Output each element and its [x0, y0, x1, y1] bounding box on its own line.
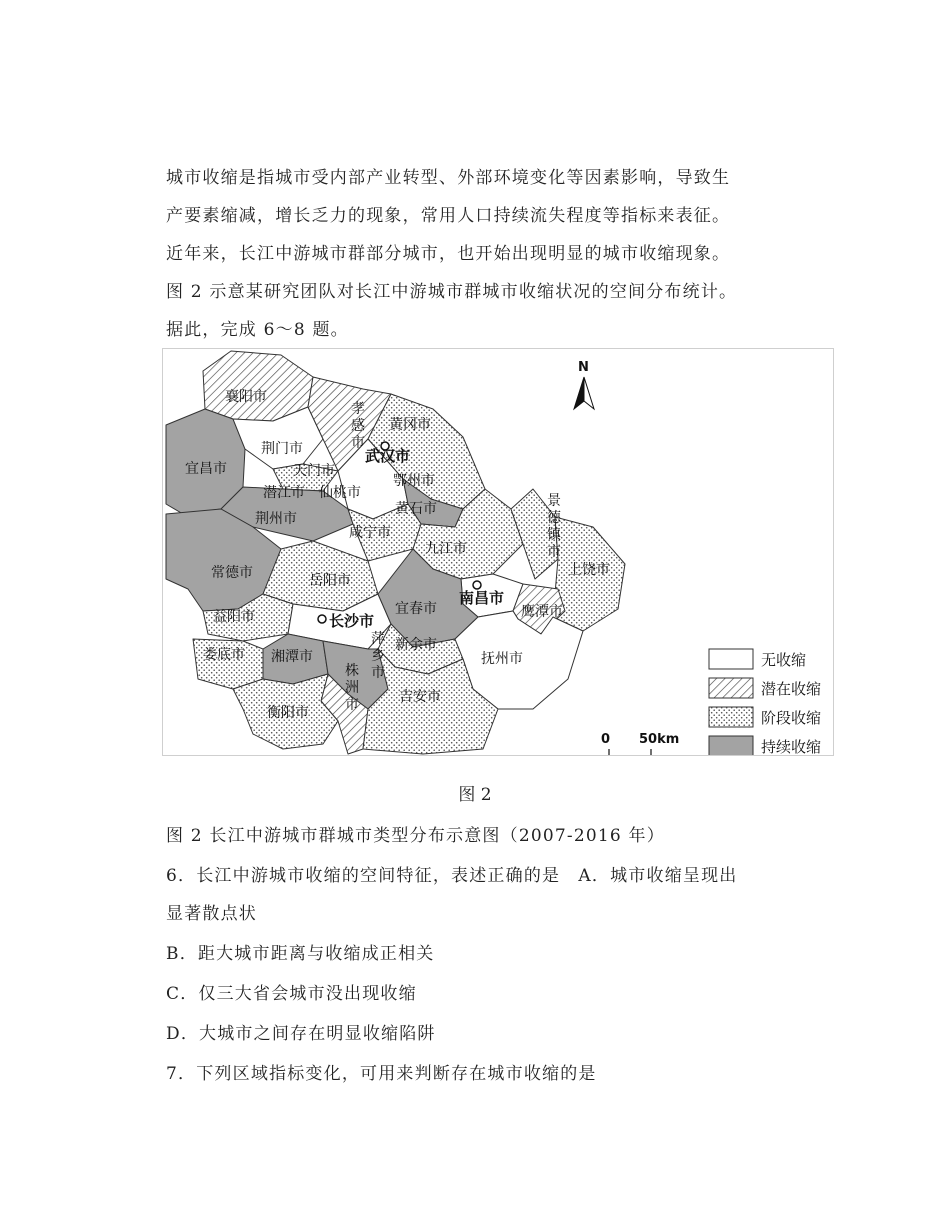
label-wuhan: 武汉市 [365, 447, 411, 465]
label-qianjiang: 潜江市 [263, 485, 305, 501]
intro-line: 图 2 示意某研究团队对长江中游城市群城市收缩状况的空间分布统计。 [166, 282, 738, 302]
label-changsha: 长沙市 [329, 612, 375, 630]
q6-stem-line1: 6．长江中游城市收缩的空间特征，表述正确的是 A．城市收缩呈现出 [166, 866, 738, 886]
label-xinyu: 新余市 [395, 637, 437, 653]
label-loudi: 娄底市 [203, 647, 245, 663]
legend-continuous: 持续收缩 [761, 738, 822, 756]
label-zhuzhou [345, 662, 359, 713]
scale-zero: 0 [601, 732, 611, 747]
legend-potential: 潜在收缩 [761, 680, 822, 698]
label-shangrao: 上饶市 [568, 562, 610, 578]
label-pingxiang [371, 631, 385, 681]
label-huanggang: 黄冈市 [389, 417, 431, 433]
label-xiangyang: 襄阳市 [225, 389, 267, 405]
label-zhuzhou-text: 株洲市 [345, 663, 359, 713]
label-jingzhou: 荆州市 [255, 511, 297, 527]
label-hengyang: 衡阳市 [267, 705, 309, 721]
label-yiyang: 益阳市 [213, 609, 255, 625]
legend-stage: 阶段收缩 [761, 709, 822, 727]
label-xiaogan-text: 孝感市 [351, 401, 365, 451]
legend-swatch-stage [709, 707, 753, 727]
label-xiaogan [351, 400, 365, 451]
label-jingdezhen [547, 493, 562, 560]
label-jingdezhen-text: 景德镇市 [547, 493, 561, 560]
north-label: N [578, 360, 589, 375]
label-xiangtan: 湘潭市 [271, 649, 313, 665]
label-nanchang: 南昌市 [459, 589, 505, 607]
q6-option-c: C．仅三大省会城市没出现收缩 [166, 984, 417, 1004]
scale-distance: 50km [639, 732, 680, 747]
legend-swatch-potential [709, 678, 753, 698]
north-arrow [574, 360, 594, 409]
q6-option-d: D．大城市之间存在明显收缩陷阱 [166, 1024, 436, 1044]
label-huangshi: 黄石市 [395, 501, 437, 517]
intro-line: 近年来，长江中游城市群部分城市，也开始出现明显的城市收缩现象。 [166, 244, 731, 264]
label-yingtan: 鹰潭市 [521, 604, 563, 620]
scale-bar [601, 732, 679, 756]
figure-title: 图 2 长江中游城市群城市类型分布示意图（2007-2016 年） [166, 826, 665, 846]
map-svg [163, 349, 834, 756]
label-jiujiang: 九江市 [425, 541, 467, 557]
intro-line: 产要素缩减，增长乏力的现象，常用人口持续流失程度等指标来表征。 [166, 206, 731, 226]
q6-option-b: B．距大城市距离与收缩成正相关 [166, 944, 435, 964]
label-tianmen: 天门市 [293, 463, 335, 479]
label-yichun: 宜春市 [395, 601, 437, 617]
label-changde: 常德市 [211, 565, 253, 581]
label-fuzhou: 抚州市 [481, 651, 523, 667]
legend-none: 无收缩 [761, 651, 807, 669]
changsha-marker [318, 615, 326, 623]
shrinkage-map [162, 348, 834, 756]
nanchang-marker [473, 581, 481, 589]
intro-line: 城市收缩是指城市受内部产业转型、外部环境变化等因素影响，导致生 [166, 168, 731, 188]
label-jingmen: 荆门市 [261, 441, 303, 457]
label-xiantao: 仙桃市 [319, 485, 361, 501]
legend-swatch-continuous [709, 736, 753, 756]
figure-caption: 图 2 [458, 785, 492, 805]
legend [709, 649, 821, 756]
label-yichang: 宜昌市 [185, 461, 227, 477]
label-ezhou: 鄂州市 [393, 473, 435, 489]
label-pingxiang-text: 萍乡市 [371, 631, 385, 681]
q6-stem-line2: 显著散点状 [166, 904, 257, 924]
region-xiangyang [203, 351, 313, 421]
intro-line: 据此，完成 6～8 题。 [166, 320, 349, 340]
legend-swatch-none [709, 649, 753, 669]
label-yueyang: 岳阳市 [309, 573, 351, 589]
label-xianning: 咸宁市 [349, 525, 391, 541]
label-jian: 吉安市 [399, 689, 441, 705]
q7-stem: 7．下列区域指标变化，可用来判断存在城市收缩的是 [166, 1064, 597, 1084]
